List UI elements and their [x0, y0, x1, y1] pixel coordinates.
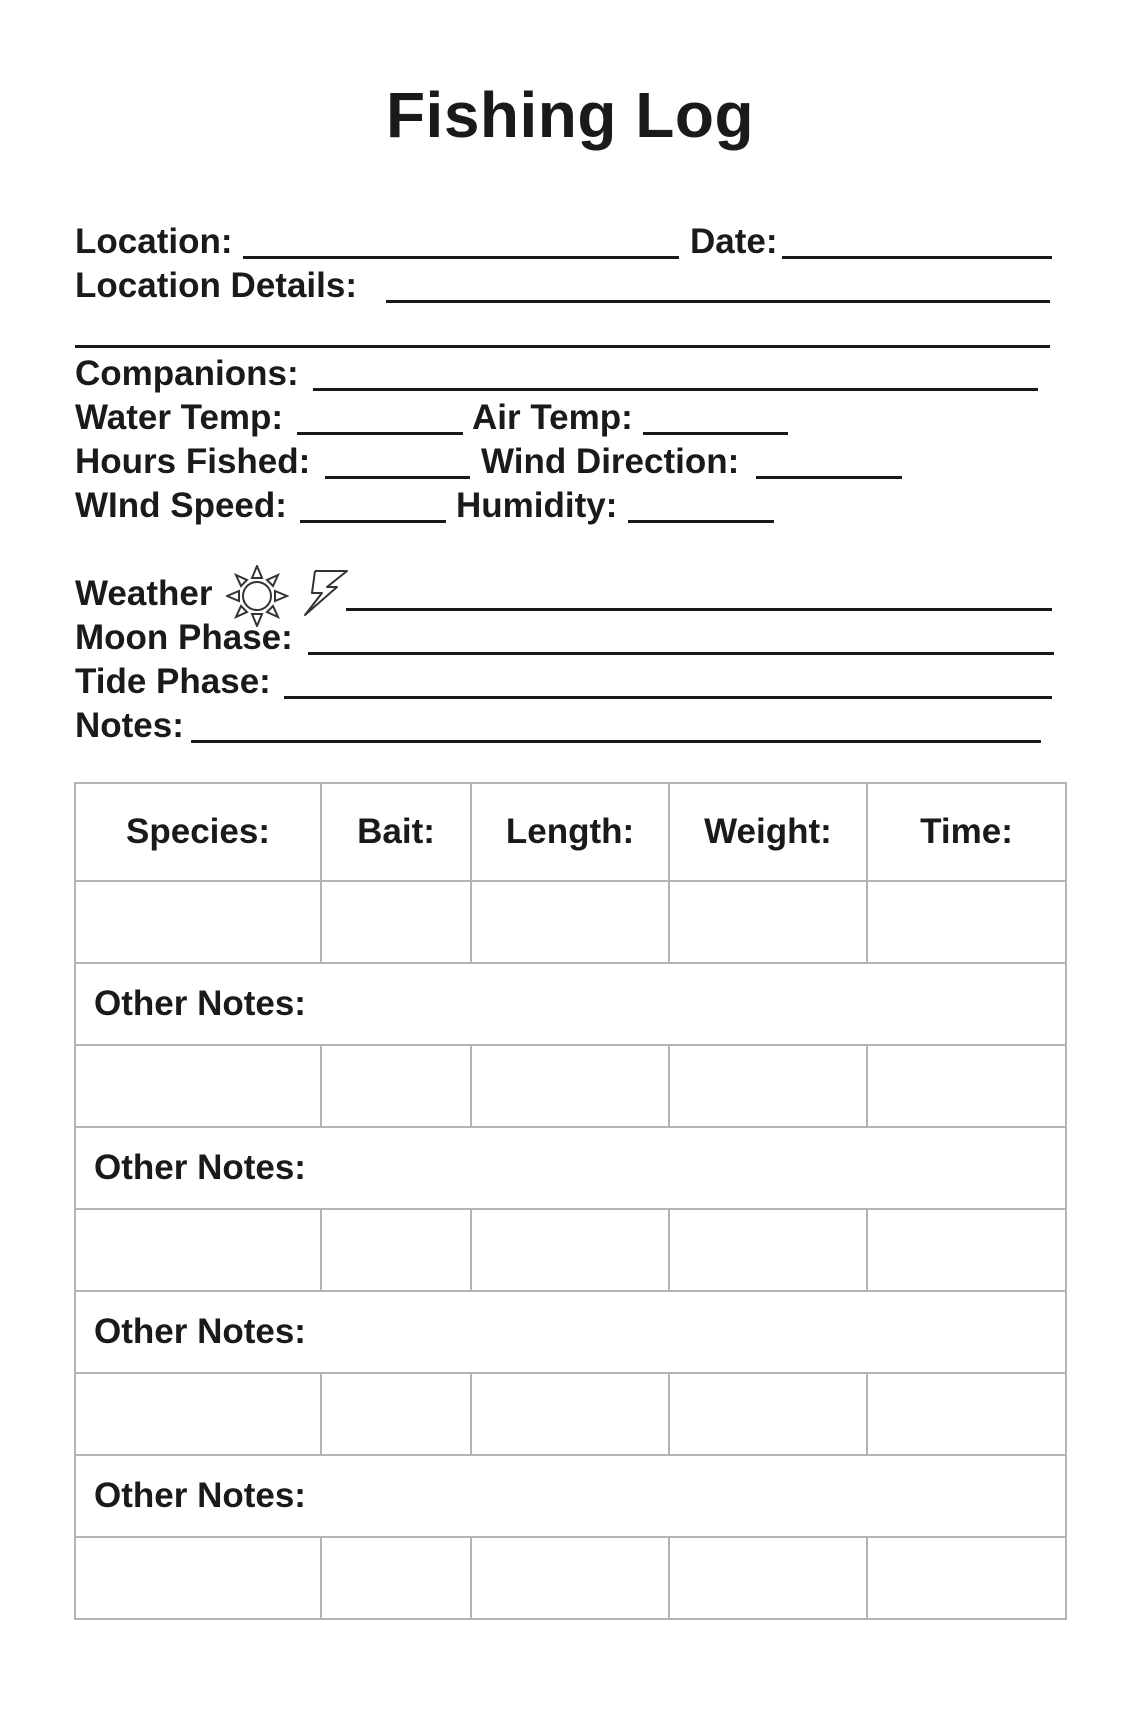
time-header: Time: [867, 783, 1066, 881]
time-cell[interactable] [867, 1537, 1066, 1619]
wind-direction-label: Wind Direction: [481, 442, 740, 481]
weight-header: Weight: [669, 783, 867, 881]
moon-phase-input-line[interactable] [308, 652, 1054, 655]
catch-log-table [74, 782, 1067, 1620]
sun-icon [227, 566, 287, 626]
species-cell[interactable] [75, 1537, 321, 1619]
location-input-line[interactable] [243, 256, 679, 259]
table-row [75, 1045, 1066, 1127]
tide-phase-label: Tide Phase: [75, 662, 271, 701]
weather-input-line[interactable] [346, 608, 1052, 611]
bait-cell[interactable] [321, 1045, 471, 1127]
length-cell[interactable] [471, 1209, 669, 1291]
bait-header: Bait: [321, 783, 471, 881]
page-title: Fishing Log [385, 79, 755, 151]
length-header: Length: [471, 783, 669, 881]
location-details-input-line[interactable] [386, 300, 1050, 303]
weight-cell[interactable] [669, 1045, 867, 1127]
species-cell[interactable] [75, 1045, 321, 1127]
water-temp-input-line[interactable] [297, 432, 463, 435]
species-cell[interactable] [75, 881, 321, 963]
table-row [75, 1209, 1066, 1291]
length-cell[interactable] [471, 881, 669, 963]
humidity-label: Humidity: [456, 486, 618, 525]
species-cell[interactable] [75, 1209, 321, 1291]
bait-cell[interactable] [321, 1373, 471, 1455]
length-cell[interactable] [471, 1537, 669, 1619]
other-notes-cell[interactable]: Other Notes: [75, 1291, 1066, 1373]
table-row [75, 881, 1066, 963]
weather-label: Weather [75, 574, 213, 613]
air-temp-label: Air Temp: [472, 398, 633, 437]
location-details-label: Location Details: [75, 266, 357, 305]
bait-cell[interactable] [321, 881, 471, 963]
other-notes-cell[interactable]: Other Notes: [75, 1127, 1066, 1209]
water-temp-label: Water Temp: [75, 398, 284, 437]
humidity-input-line[interactable] [628, 520, 774, 523]
table-row [75, 1537, 1066, 1619]
time-cell[interactable] [867, 1209, 1066, 1291]
bait-cell[interactable] [321, 1209, 471, 1291]
wind-direction-input-line[interactable] [756, 476, 902, 479]
other-notes-row [75, 1455, 1066, 1537]
other-notes-cell[interactable]: Other Notes: [75, 1455, 1066, 1537]
hours-fished-input-line[interactable] [325, 476, 470, 479]
table-header-row [75, 783, 1066, 881]
other-notes-row [75, 1127, 1066, 1209]
time-cell[interactable] [867, 881, 1066, 963]
air-temp-input-line[interactable] [643, 432, 788, 435]
time-cell[interactable] [867, 1373, 1066, 1455]
hours-fished-label: Hours Fished: [75, 442, 311, 481]
tide-phase-input-line[interactable] [284, 696, 1052, 699]
wind-speed-input-line[interactable] [300, 520, 446, 523]
companions-input-line[interactable] [313, 388, 1038, 391]
time-cell[interactable] [867, 1045, 1066, 1127]
weight-cell[interactable] [669, 881, 867, 963]
table-row [75, 1373, 1066, 1455]
companions-label: Companions: [75, 354, 299, 393]
notes-label: Notes: [75, 706, 184, 745]
other-notes-row [75, 963, 1066, 1045]
location-details-extra-line[interactable] [75, 345, 1050, 348]
species-cell[interactable] [75, 1373, 321, 1455]
length-cell[interactable] [471, 1045, 669, 1127]
weight-cell[interactable] [669, 1209, 867, 1291]
date-label: Date: [690, 222, 778, 261]
weight-cell[interactable] [669, 1373, 867, 1455]
date-input-line[interactable] [782, 256, 1052, 259]
bait-cell[interactable] [321, 1537, 471, 1619]
moon-phase-label: Moon Phase: [75, 618, 293, 657]
weight-cell[interactable] [669, 1537, 867, 1619]
notes-input-line[interactable] [191, 740, 1041, 743]
location-label: Location: [75, 222, 233, 261]
length-cell[interactable] [471, 1373, 669, 1455]
wind-speed-label: WInd Speed: [75, 486, 287, 525]
other-notes-row [75, 1291, 1066, 1373]
lightning-icon [305, 571, 347, 615]
species-header: Species: [75, 783, 321, 881]
other-notes-cell[interactable]: Other Notes: [75, 963, 1066, 1045]
